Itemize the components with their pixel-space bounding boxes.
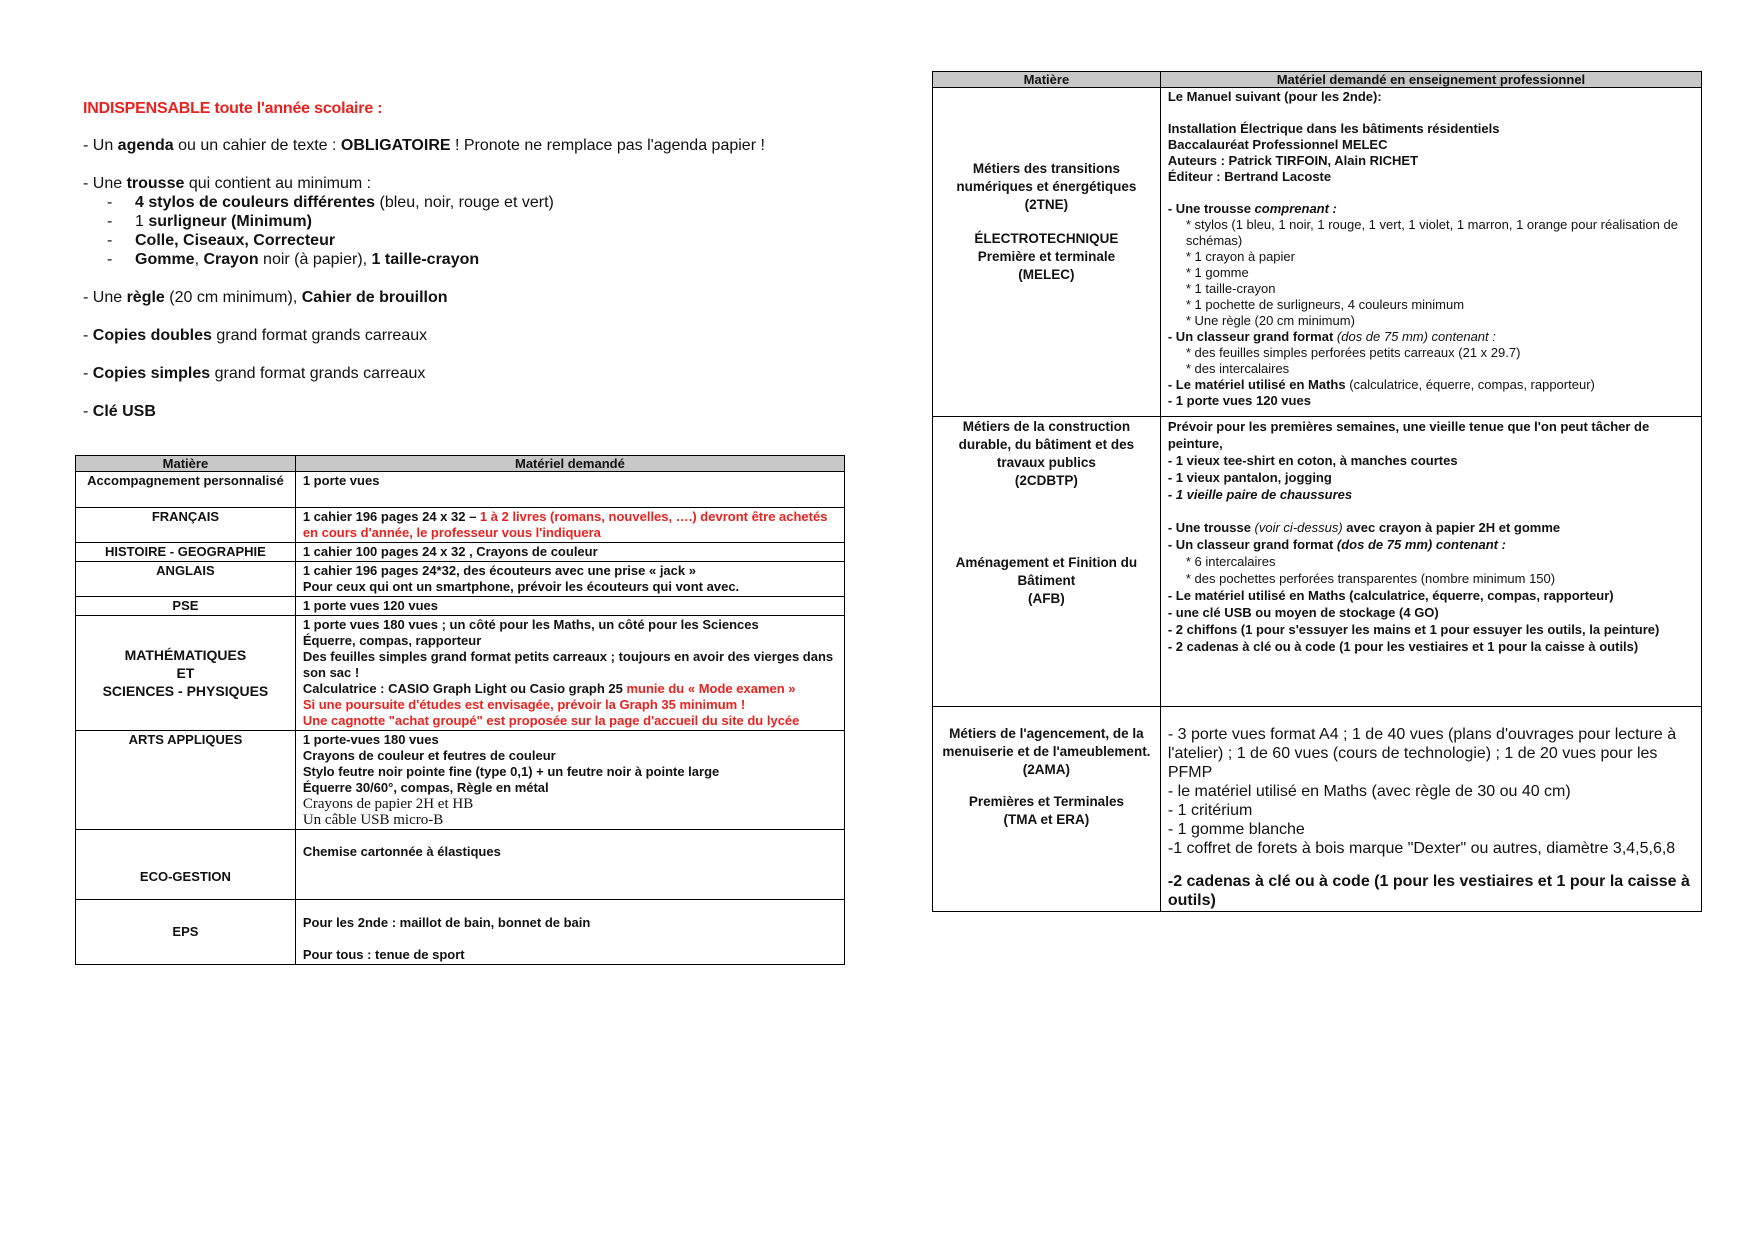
list-item: - 4 stylos de couleurs différentes (bleu, noir, rouge et vert) (107, 193, 845, 212)
left-supplies-table (75, 455, 845, 965)
table-header-row (76, 456, 845, 472)
list-item: - Colle, Ciseaux, Correcteur (107, 231, 845, 250)
subject-cell: Métiers des transitions numériques et énergétiques (2TNE) ÉLECTROTECHNIQUE Première et terminale (MELEC) (933, 88, 1161, 417)
subject-cell: Métiers de l'agencement, de la menuiserie et de l'ameublement. (2AMA) Premières et Terminales (TMA et ERA) (933, 707, 1161, 912)
trousse-line: - Une trousse qui contient au minimum : (83, 175, 372, 192)
table-row (933, 417, 1702, 707)
subject-cell: ANGLAIS (76, 562, 296, 597)
header-matiere: Matière (933, 72, 1161, 88)
copies-doubles-line: - Copies doubles grand format grands carreaux (83, 327, 428, 344)
material-cell: Pour les 2nde : maillot de bain, bonnet de bain Pour tous : tenue de sport (295, 900, 844, 965)
table-row (76, 472, 845, 508)
material-cell: 1 cahier 196 pages 24*32, des écouteurs avec une prise « jack » Pour ceux qui ont un smartphone, prévoir les écouteurs qui vont avec. (295, 562, 844, 597)
material-cell: 1 cahier 100 pages 24 x 32 , Crayons de couleur (295, 543, 844, 562)
subject-cell: PSE (76, 597, 296, 616)
table-row (76, 731, 845, 830)
subject-cell: Métiers de la construction durable, du bâtiment et des travaux publics (2CDBTP) Aménagement et Finition du Bâtiment (AFB) (933, 417, 1161, 707)
material-cell: Prévoir pour les premières semaines, une vieille tenue que l'on peut tâcher de peinture, - 1 vieux tee-shirt en coton, à manches courtes - 1 vieux pantalon, jogging - 1 vieille paire de chaussures - Une trousse (voir ci-dessus) avec crayon à papier 2H et gomme - Un classeur grand format (dos de 75 mm) contenant : * 6 intercalaires * des pochettes perforées transparentes (nombre minimum 150) - Le matériel utilisé en Maths (calculatrice, équerre, compas, rapporteur) - une clé USB ou moyen de stockage (4 GO) - 2 chiffons (1 pour s'essuyer les mains et 1 pour essuyer les outils, la peinture) - 2 cadenas à clé ou à code (1 pour les vestiaires et 1 pour la caisse à outils) (1160, 417, 1701, 707)
intro-heading: INDISPENSABLE toute l'année scolaire : (83, 100, 383, 117)
header-matiere: Matière (76, 456, 296, 472)
right-professional-table (932, 71, 1702, 912)
list-item: - 1 surligneur (Minimum) (107, 212, 845, 231)
regle-line: - Une règle (20 cm minimum), Cahier de brouillon (83, 289, 448, 306)
list-item: - Gomme, Crayon noir (à papier), 1 taille-crayon (107, 250, 845, 269)
material-cell: 1 cahier 196 pages 24 x 32 – 1 à 2 livres (romans, nouvelles, ….) devront être achetés en cours d'année, le professeur vous l'indiquera (295, 508, 844, 543)
table-row (76, 616, 845, 731)
subject-cell: Accompagnement personnalisé (76, 472, 296, 508)
table-row (933, 707, 1702, 912)
subject-cell: ARTS APPLIQUES (76, 731, 296, 830)
header-materiel-pro: Matériel demandé en enseignement professionnel (1160, 72, 1701, 88)
agenda-line: - Un agenda ou un cahier de texte : OBLIGATOIRE ! Pronote ne remplace pas l'agenda papier ! (83, 137, 765, 154)
subject-cell: FRANÇAIS (76, 508, 296, 543)
subject-cell: HISTOIRE - GEOGRAPHIE (76, 543, 296, 562)
table-header-row (933, 72, 1702, 88)
table-row (76, 543, 845, 562)
table-row (76, 508, 845, 543)
material-cell: Chemise cartonnée à élastiques (295, 830, 844, 900)
subject-cell: EPS (76, 900, 296, 965)
table-row (76, 900, 845, 965)
copies-simples-line: - Copies simples grand format grands carreaux (83, 365, 426, 382)
intro-section (75, 100, 845, 440)
table-row (76, 562, 845, 597)
material-cell: 1 porte vues 120 vues (295, 597, 844, 616)
material-cell: 1 porte vues 180 vues ; un côté pour les Maths, un côté pour les Sciences Équerre, compas, rapporteur Des feuilles simples grand format petits carreaux ; toujours en avoir des vierges dans son sac ! Calculatrice : CASIO Graph Light ou Casio graph 25 munie du « Mode examen » Si une poursuite d'études est envisagée, prévoir la Graph 35 minimum ! Une cagnotte "achat groupé" est proposée sur la page d'accueil du site du lycée (295, 616, 844, 731)
table-row (933, 88, 1702, 417)
material-cell: 1 porte vues (295, 472, 844, 508)
subject-cell: ECO-GESTION (76, 830, 296, 900)
material-cell: 1 porte-vues 180 vues Crayons de couleur et feutres de couleur Stylo feutre noir pointe fine (type 0,1) + un feutre noir à pointe large Équerre 30/60°, compas, Règle en métal Crayons de papier 2H et HB Un câble USB micro-B (295, 731, 844, 830)
header-materiel: Matériel demandé (295, 456, 844, 472)
subject-cell: MATHÉMATIQUES ET SCIENCES - PHYSIQUES (76, 616, 296, 731)
cle-usb-line: - Clé USB (83, 403, 156, 420)
material-cell: Le Manuel suivant (pour les 2nde): Installation Électrique dans les bâtiments résidentiels Baccalauréat Professionnel MELEC Auteurs : Patrick TIRFOIN, Alain RICHET Éditeur : Bertrand Lacoste - Une trousse comprenant : * stylos (1 bleu, 1 noir, 1 rouge, 1 vert, 1 violet, 1 marron, 1 orange pour réalisation de schémas) * 1 crayon à papier * 1 gomme * 1 taille-crayon * 1 pochette de surligneurs, 4 couleurs minimum * Une règle (20 cm minimum) - Un classeur grand format (dos de 75 mm) contenant : * des feuilles simples perforées petits carreaux (21 x 29.7) * des intercalaires - Le matériel utilisé en Maths (calculatrice, équerre, compas, rapporteur) - 1 porte vues 120 vues (1160, 88, 1701, 417)
material-cell: - 3 porte vues format A4 ; 1 de 40 vues (plans d'ouvrages pour lecture à l'atelier) ; 1 de 60 vues (cours de technologie) ; 1 de 20 vues pour les PFMP - le matériel utilisé en Maths (avec règle de 30 ou 40 cm) - 1 critérium - 1 gomme blanche -1 coffret de forets à bois marque "Dexter" ou autres, diamètre 3,4,5,6,8 -2 cadenas à clé ou à code (1 pour les vestiaires et 1 pour la caisse à outils) (1160, 707, 1701, 912)
table-row (76, 597, 845, 616)
table-row (76, 830, 845, 900)
